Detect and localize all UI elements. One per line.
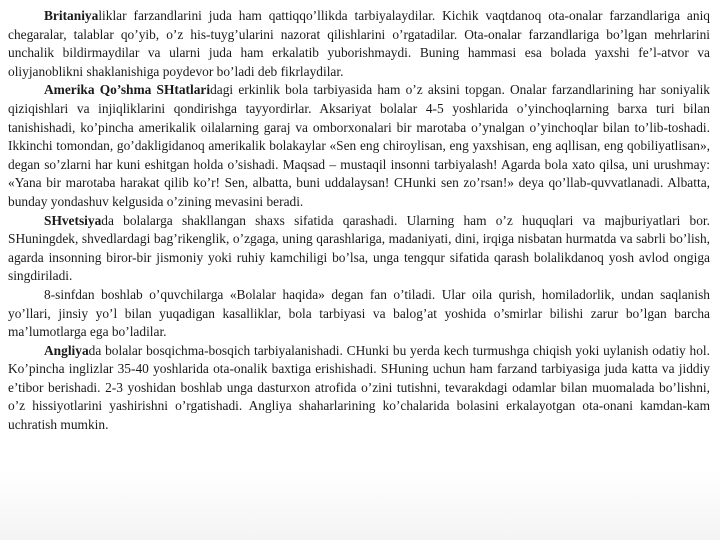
paragraph-text: 8-sinfdan boshlab o’quvchilarga «Bolalar haqida» degan fan o’tiladi. Ular oila qurish, homiladorlik, undan saqlanish yo’llari, jinsiy yo’l bilan yuqadigan kasalliklar, bola tarbiyasi va balog’at yoshida o’smirlar bilishi zarur bo’lgan barcha ma’lumotlarga ega bo’ladilar. (8, 286, 710, 340)
paragraph-lead: Angliya (44, 342, 89, 358)
paragraph-text: da bolalar bosqichma-bosqich tarbiyalanishadi. CHunki bu yerda kech turmushga chiqish yoki uylanish odatiy hol. Ko’pincha inglizlar 35-40 yoshlarida ota-onalik baxtiga erishishadi. SHuning uchun ham farzand tarbiyasiga juda katta va jiddiy e’tibor berishadi. 2-3 yoshidan boshlab unga dasturxon atrofida o’zini tutishni, tevarakdagi odamlar bilan muomalada bo’lishni, o’z hissiyotlarini yashirishni o’rgatishadi. Angliya shaharlarining ko’chalarida bolasini erkalayotgan ota-onani kamdan-kam uchratish mumkin. (8, 342, 710, 433)
paragraph-britain (8, 7, 710, 81)
paragraph-sweden-school (8, 286, 710, 342)
paragraph-text: da bolalarga shakllangan shaxs sifatida qarashadi. Ularning ham o’z huquqlari va majburiyatlari bor. SHuningdek, shvedlardagi bag’rikenglik, o’zgaga, uning qarashlariga, madaniyati, dini, irqiga nisbatan hurmatda va sabrli bo’lish, agarda insonning biror-bir jismoniy yoki ruhiy kamchiligi bo’lsa, unga tengqur sifatida qarash bolalikdanoq yosh avlod ongiga singdiriladi. (8, 212, 710, 284)
paragraph-lead: SHvetsiya (44, 212, 102, 228)
paragraph-usa (8, 81, 710, 211)
paragraph-text: liklar farzandlarini juda ham qattiqqo’llikda tarbiyalaydilar. Kichik vaqtdanoq ota-onalar farzandlariga aniq chegaralar, talablar qo’yib, o’z his-tuyg’ularini nazorat qilishlarini o’rgatadilar. Ota-onalar farzandlariga bo’lgan mehrlarini unchalik bildirmaydilar va ularni juda ham erkalatib yuborishmaydi. Buning hammasi esa bolada yaxshi fe’l-atvor va oliyjanoblikni shaklanishiga poydevor bo’ladi deb fikrlaydilar. (8, 8, 710, 79)
paragraph-sweden (8, 212, 710, 286)
paragraph-lead: Amerika Qo’shma SHtatlari (44, 82, 211, 98)
paragraph-england (8, 342, 710, 435)
document-body (8, 7, 710, 435)
paragraph-lead: Britaniya (44, 8, 99, 23)
paragraph-text: dagi erkinlik bola tarbiyasida ham o’z aksini topgan. Onalar farzandlarining har soniyalik qiziqishlari va injiqliklarini qondirishga tayyordirlar. Aksariyat bolalar 4-5 yoshlarida o’yinchoqlarning barxa turi bilan tanishishadi, ko’pincha amerikalik oilalarning garaj va omborxonalari bir marotaba o’ynalgan o’yinchoqlar bilan to’lib-toshadi. Ikkinchi tomondan, go’dakligidanoq amerikalik bolakaylar «Sen eng chiroylisan, eng yaxshisan, eng aqllisan, eng qobiliyatlisan», degan so’zlarni har kuni eshitgan holda o’sishadi. Maqsad – mustaqil insonni tarbiyalash! Agarda bola xato qilsa, uni urushmay: «Yana bir marotaba harakat qilib ko’r! Sen, albatta, buni uddalaysan! CHunki sen zo’rsan!» deya qo’llab-quvvatlanadi. Albatta, bunday yondashuv kelgusida o’zining mevasini beradi. (8, 82, 710, 209)
